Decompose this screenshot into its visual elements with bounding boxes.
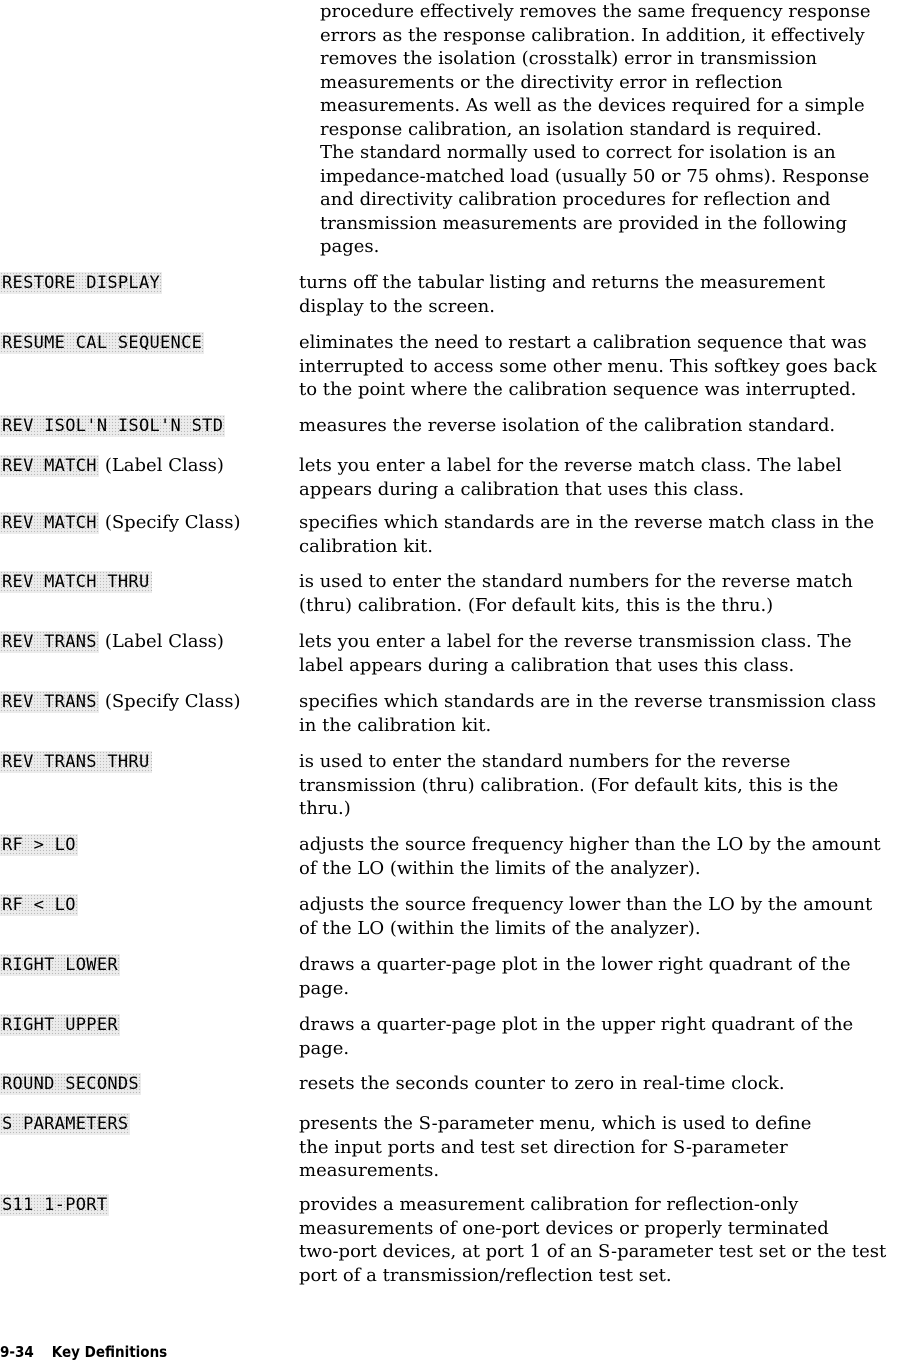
entry-term — [0, 750, 152, 774]
description-line: is used to enter the standard numbers for the reverse match — [299, 571, 853, 592]
description-line: port of a transmission/reflection test set. — [299, 1264, 672, 1286]
description-line: display to the screen. — [299, 295, 495, 317]
softkey-label: S11 1-PORT — [2, 1195, 108, 1215]
softkey-label: REV TRANS — [2, 692, 97, 712]
description-line: turns off the tabular listing and returns the measurement — [299, 272, 826, 293]
intro-line: The standard normally used to correct for isolation is an — [320, 142, 836, 163]
description-line: lets you enter a label for the reverse transmission class. The — [299, 631, 852, 652]
description-line: adjusts the source frequency higher than the LO by the amount — [299, 834, 881, 855]
intro-line: pages. — [320, 236, 380, 257]
description-line: page. — [299, 977, 350, 999]
description-line: is used to enter the standard numbers for the reverse — [299, 751, 791, 772]
entry-description — [299, 331, 906, 402]
softkey-label: REV MATCH — [2, 513, 97, 533]
entry-term — [0, 630, 224, 654]
entry-description — [299, 630, 906, 677]
entry-term — [0, 1013, 120, 1037]
entry-term — [0, 893, 78, 917]
description-line: thru.) — [299, 798, 351, 819]
description-line: transmission (thru) calibration. (For default kits, this is the — [299, 774, 839, 796]
entry-term — [0, 511, 241, 535]
description-line: draws a quarter-page plot in the lower right quadrant of the — [299, 954, 851, 975]
description-line: the input ports and test set direction for S-parameter — [299, 1136, 788, 1158]
section-title: Key Definitions — [51, 1343, 168, 1361]
entry-description — [299, 1072, 906, 1096]
entry-term — [0, 1072, 141, 1096]
description-line: measures the reverse isolation of the calibration standard. — [299, 415, 836, 436]
softkey-label: RIGHT LOWER — [2, 955, 118, 975]
entry-description — [299, 511, 906, 558]
softkey-label: REV TRANS THRU — [2, 752, 150, 772]
softkey-label: REV MATCH THRU — [2, 572, 150, 592]
description-line: specifies which standards are in the reverse match class in the — [299, 512, 875, 533]
entry-description — [299, 1013, 906, 1060]
intro-line: procedure effectively removes the same frequency response — [320, 1, 871, 22]
entry-term — [0, 690, 241, 714]
entry-qualifier: (Label Class) — [104, 455, 224, 476]
entry-description — [299, 570, 906, 617]
description-line: page. — [299, 1037, 350, 1059]
softkey-label: RF > LO — [2, 835, 76, 855]
entry-description — [299, 953, 906, 1000]
softkey-label: REV TRANS — [2, 632, 97, 652]
entry-term — [0, 271, 162, 295]
description-line: measurements of one-port devices or properly terminated — [299, 1217, 829, 1239]
entry-term — [0, 1112, 130, 1136]
entry-description — [299, 1193, 906, 1287]
entry-term — [0, 454, 224, 478]
description-line: eliminates the need to restart a calibration sequence that was — [299, 332, 867, 353]
description-line: adjusts the source frequency lower than the LO by the amount — [299, 894, 873, 915]
description-line: of the LO (within the limits of the analyzer). — [299, 857, 701, 879]
description-line: appears during a calibration that uses this class. — [299, 478, 745, 500]
softkey-label: REV ISOL'N ISOL'N STD — [2, 416, 224, 436]
entry-term — [0, 953, 120, 977]
entry-qualifier: (Specify Class) — [104, 691, 241, 712]
entry-description — [299, 690, 906, 737]
description-line: (thru) calibration. (For default kits, this is the thru.) — [299, 594, 774, 616]
softkey-label: RESUME CAL SEQUENCE — [2, 333, 203, 353]
intro-line: removes the isolation (crosstalk) error in transmission — [320, 48, 817, 69]
entry-description — [299, 893, 906, 940]
intro-line: and directivity calibration procedures for reflection and — [320, 189, 831, 210]
entry-term — [0, 1193, 109, 1217]
entry-description — [299, 750, 906, 821]
entry-description — [299, 271, 906, 318]
entry-description — [299, 454, 906, 501]
intro-line: measurements or the directivity error in reflection — [320, 71, 783, 93]
softkey-label: REV MATCH — [2, 456, 97, 476]
entry-qualifier: (Label Class) — [104, 631, 224, 652]
description-line: in the calibration kit. — [299, 714, 492, 736]
entry-term — [0, 414, 225, 438]
description-line: calibration kit. — [299, 535, 433, 557]
description-line: label appears during a calibration that uses this class. — [299, 654, 795, 676]
softkey-label: RF < LO — [2, 895, 76, 915]
entry-description — [299, 833, 906, 880]
intro-line: errors as the response calibration. In addition, it effectively — [320, 24, 865, 46]
intro-line: impedance-matched load (usually 50 or 75 ohms). Response — [320, 165, 870, 187]
intro-line: transmission measurements are provided in the following — [320, 212, 848, 234]
description-line: presents the S-parameter menu, which is used to define — [299, 1113, 812, 1134]
description-line: interrupted to access some other menu. This softkey goes back — [299, 355, 877, 377]
intro-line: response calibration, an isolation standard is required. — [320, 118, 822, 140]
softkey-label: S PARAMETERS — [2, 1114, 129, 1134]
entry-term — [0, 833, 78, 857]
entry-description — [299, 414, 906, 438]
description-line: provides a measurement calibration for reflection-only — [299, 1194, 799, 1215]
softkey-label: RESTORE DISPLAY — [2, 273, 161, 293]
description-line: measurements. — [299, 1160, 440, 1181]
entry-description — [299, 1112, 906, 1183]
entry-term — [0, 570, 152, 594]
entry-term — [0, 331, 204, 355]
description-line: draws a quarter-page plot in the upper right quadrant of the — [299, 1014, 854, 1035]
softkey-label: RIGHT UPPER — [2, 1015, 118, 1035]
entry-qualifier: (Specify Class) — [104, 512, 241, 533]
description-line: to the point where the calibration sequence was interrupted. — [299, 379, 857, 400]
description-line: of the LO (within the limits of the analyzer). — [299, 917, 701, 939]
page-number: 9-34 — [0, 1343, 34, 1361]
description-line: resets the seconds counter to zero in real-time clock. — [299, 1073, 785, 1094]
page-footer — [0, 1343, 167, 1361]
description-line: lets you enter a label for the reverse match class. The label — [299, 455, 842, 476]
description-line: specifies which standards are in the reverse transmission class — [299, 691, 877, 712]
intro-paragraph — [320, 0, 900, 259]
description-line: two-port devices, at port 1 of an S-parameter test set or the test — [299, 1241, 887, 1262]
softkey-label: ROUND SECONDS — [2, 1074, 139, 1094]
intro-line: measurements. As well as the devices required for a simple — [320, 95, 865, 116]
